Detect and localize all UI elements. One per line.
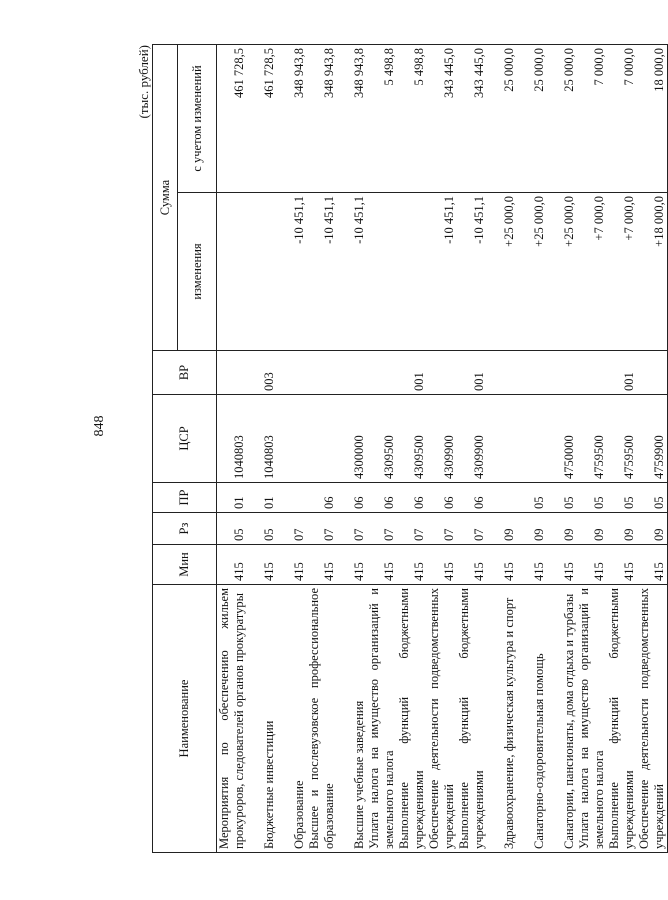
row-csr: 4309500 [367,395,397,483]
row-total: 7 000,0 [577,45,607,193]
table-row [577,45,607,853]
row-change [217,193,248,351]
header-csr: ЦСР [153,395,217,483]
row-min: 415 [217,545,248,585]
row-rz: 07 [307,513,337,545]
row-csr: 4309900 [457,395,487,483]
row-csr: 4300000 [337,395,367,483]
row-rz: 09 [637,513,668,545]
row-change: -10 451,1 [337,193,367,351]
row-vr [217,351,248,395]
row-name: Уплата налога на имущество организаций и земельного налога [577,585,607,853]
row-rz: 07 [427,513,457,545]
table-row [637,45,668,853]
table-row [547,45,577,853]
row-rz: 09 [547,513,577,545]
row-csr: 4759500 [607,395,637,483]
table-row [487,45,517,853]
row-change: +25 000,0 [517,193,547,351]
table-body [217,45,668,853]
row-vr: 001 [457,351,487,395]
row-vr [337,351,367,395]
row-csr: 4309500 [397,395,427,483]
row-rz: 09 [487,513,517,545]
table-row [247,45,277,853]
row-rz: 07 [457,513,487,545]
row-name: Мероприятия по обеспечению жильем прокуроров, следователей органов прокуратуры [217,585,248,853]
row-rz: 09 [517,513,547,545]
row-name: Обеспечение деятельности подведомственных учреждений [637,585,668,853]
row-name: Обеспечение деятельности подведомственных учреждений [427,585,457,853]
row-change: +7 000,0 [607,193,637,351]
row-change: -10 451,1 [427,193,457,351]
table-header-row [153,45,178,853]
rotated-page-content [92,45,666,853]
header-with-changes: с учетом изменений [178,45,217,193]
row-vr [367,351,397,395]
row-pr: 01 [217,483,248,513]
page-number: 848 [92,415,107,437]
row-vr [547,351,577,395]
row-pr: 06 [367,483,397,513]
row-name: Бюджетные инвестиции [247,585,277,853]
row-rz: 07 [397,513,427,545]
row-change [247,193,277,351]
row-total: 25 000,0 [547,45,577,193]
row-pr [487,483,517,513]
row-vr [277,351,307,395]
row-csr: 4759900 [637,395,668,483]
row-name: Высшее и послевузовское профессиональное образование [307,585,337,853]
row-name: Санатории, пансионаты, дома отдыха и турбазы [547,585,577,853]
row-total: 7 000,0 [607,45,637,193]
row-change [397,193,427,351]
row-csr [277,395,307,483]
table-row [517,45,547,853]
row-rz: 09 [577,513,607,545]
budget-table [152,44,668,853]
row-pr: 05 [637,483,668,513]
table-row [277,45,307,853]
row-csr [487,395,517,483]
row-csr [517,395,547,483]
row-min: 415 [607,545,637,585]
row-csr: 4750000 [547,395,577,483]
row-pr: 06 [397,483,427,513]
row-min: 415 [307,545,337,585]
row-name: Здравоохранение, физическая культура и спорт [487,585,517,853]
row-pr: 06 [337,483,367,513]
row-total: 25 000,0 [487,45,517,193]
row-total: 348 943,8 [307,45,337,193]
table-row [307,45,337,853]
row-total: 18 000,0 [637,45,668,193]
row-rz: 07 [337,513,367,545]
header-pr: ПР [153,483,217,513]
row-pr: 06 [457,483,487,513]
row-name: Выполнение функций бюджетными учреждениями [457,585,487,853]
table-row [337,45,367,853]
row-total: 461 728,5 [247,45,277,193]
row-total: 343 445,0 [457,45,487,193]
row-rz: 05 [247,513,277,545]
row-min: 415 [457,545,487,585]
row-min: 415 [577,545,607,585]
row-change: -10 451,1 [277,193,307,351]
table-row [427,45,457,853]
row-total: 461 728,5 [217,45,248,193]
units-label: (тыс. рублей) [136,45,151,119]
header-rz: Рз [153,513,217,545]
row-total: 25 000,0 [517,45,547,193]
row-pr: 06 [427,483,457,513]
row-min: 415 [547,545,577,585]
row-name: Уплата налога на имущество организаций и земельного налога [367,585,397,853]
header-vr: ВР [153,351,217,395]
row-pr [277,483,307,513]
row-change: +25 000,0 [487,193,517,351]
row-name: Образование [277,585,307,853]
row-vr: 001 [397,351,427,395]
row-min: 415 [247,545,277,585]
row-vr [637,351,668,395]
row-pr: 05 [607,483,637,513]
row-min: 415 [397,545,427,585]
row-min: 415 [427,545,457,585]
row-total: 343 445,0 [427,45,457,193]
row-vr [307,351,337,395]
row-total: 348 943,8 [277,45,307,193]
row-vr [427,351,457,395]
table-row [397,45,427,853]
row-change: +25 000,0 [547,193,577,351]
row-min: 415 [277,545,307,585]
row-min: 415 [337,545,367,585]
row-vr [517,351,547,395]
row-min: 415 [487,545,517,585]
row-min: 415 [637,545,668,585]
row-csr: 4309900 [427,395,457,483]
row-pr: 06 [307,483,337,513]
row-change: -10 451,1 [457,193,487,351]
table-row [217,45,248,853]
row-total: 5 498,8 [367,45,397,193]
row-vr [577,351,607,395]
row-name: Выполнение функций бюджетными учреждениями [397,585,427,853]
row-rz: 05 [217,513,248,545]
row-vr: 001 [607,351,637,395]
row-pr: 05 [517,483,547,513]
row-change: +18 000,0 [637,193,668,351]
header-changes: изменения [178,193,217,351]
row-min: 415 [517,545,547,585]
row-pr: 01 [247,483,277,513]
row-csr: 1040803 [247,395,277,483]
row-csr: 1040803 [217,395,248,483]
table-row [457,45,487,853]
row-rz: 07 [277,513,307,545]
table-row [607,45,637,853]
row-csr: 4759500 [577,395,607,483]
row-csr [307,395,337,483]
header-min: Мин [153,545,217,585]
row-pr: 05 [577,483,607,513]
row-min: 415 [367,545,397,585]
table-row [367,45,397,853]
row-name: Санаторно-оздоровительная помощь [517,585,547,853]
header-sum: Сумма [153,45,178,351]
row-change [367,193,397,351]
row-pr: 05 [547,483,577,513]
row-change: -10 451,1 [307,193,337,351]
row-total: 348 943,8 [337,45,367,193]
row-vr: 003 [247,351,277,395]
row-change: +7 000,0 [577,193,607,351]
row-vr [487,351,517,395]
row-total: 5 498,8 [397,45,427,193]
row-rz: 07 [367,513,397,545]
row-rz: 09 [607,513,637,545]
row-name: Выполнение функций бюджетными учреждениями [607,585,637,853]
header-name: Наименование [153,585,217,853]
row-name: Высшие учебные заведения [337,585,367,853]
